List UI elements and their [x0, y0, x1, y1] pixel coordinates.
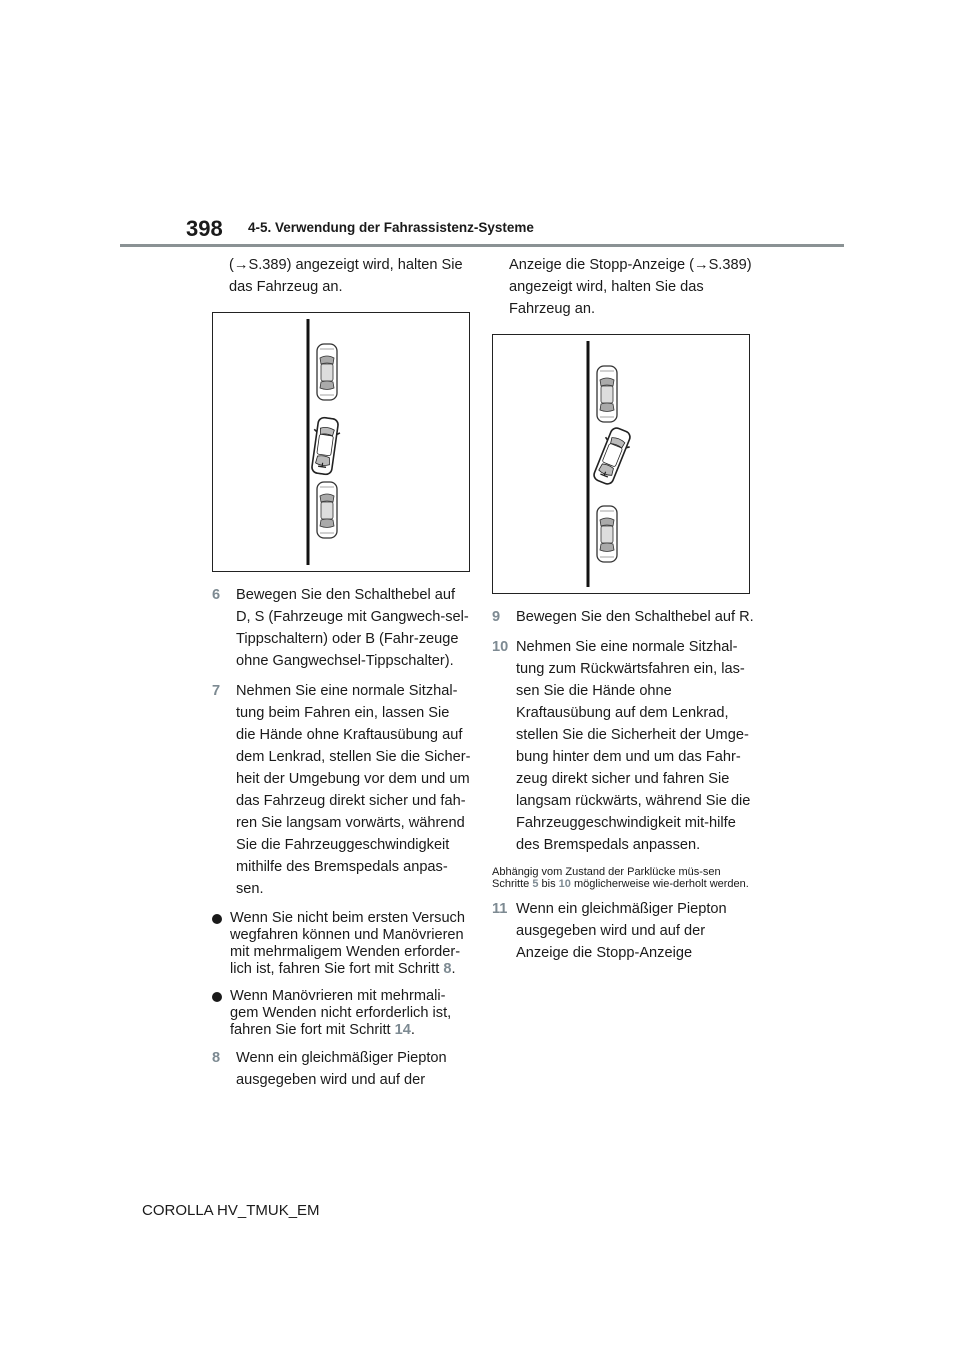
step-text: Wenn ein gleichmäßiger Piepton ausgegeben wird und auf der [236, 1050, 447, 1088]
bullet-end: . [451, 961, 456, 977]
step-number: 6 [212, 587, 221, 603]
bullet-item [212, 910, 472, 978]
step-number: 10 [492, 639, 509, 655]
note-text: möglicherweise wie-derholt werden. [570, 878, 749, 890]
step-8 [212, 1047, 472, 1091]
step-text: Nehmen Sie eine normale Sitzhal-tung beim Fahren ein, lassen Sie die Hände ohne Kraftausübung auf dem Lenkrad, stellen Sie die Sicher-heit der Umgebung vor dem und um das Fahrzeug direkt sicher und fah-ren Sie langsam vorwärts, während Sie die Fahrzeuggeschwindigkeit mithilfe des Bremspedals anpas-sen. [236, 683, 471, 897]
note-text: Abhängig vom Zustand der Parklücke müs-sen Schritte [492, 866, 721, 890]
step-10 [492, 636, 754, 856]
bullet-icon [212, 914, 222, 924]
header-divider [120, 244, 844, 247]
bullet-text: Wenn Manövrieren mit mehrmali-gem Wenden nicht erforderlich ist, fahren Sie fort mit Schritt [230, 988, 452, 1038]
bullet-text: Wenn Sie nicht beim ersten Versuch wegfahren können und Manövrieren mit mehrmaligem Wenden erforder-lich ist, fahren Sie fort mit Schritt [230, 910, 465, 977]
step-text: Bewegen Sie den Schalthebel auf R. [516, 609, 754, 625]
ego-car [589, 425, 634, 487]
step-text: Nehmen Sie eine normale Sitzhal-tung zum Rückwärtsfahren ein, las-sen Sie die Hände ohne Kraftausübung auf dem Lenkrad, stellen Sie die Sicherheit der Umge-bung hinter dem und um das Fahr-zeug direkt sicher und fahren Sie langsam rückwärts, während Sie die Fahrzeuggeschwindigkeit mit-hilfe des Bremspedals anpassen. [516, 639, 751, 853]
step-11 [492, 898, 754, 964]
step-reference: 14 [394, 1022, 411, 1038]
right-column [492, 254, 754, 964]
step-reference: 5 [532, 878, 539, 890]
repeat-note [492, 866, 754, 890]
section-title: 4-5. Verwendung der Fahrassistenz-Systeme [248, 220, 534, 235]
bullet-icon [212, 992, 222, 1002]
step-reference: 10 [558, 878, 571, 890]
bullet-item [212, 988, 472, 1039]
step-9 [492, 606, 754, 628]
illustration-forward-exit [212, 312, 470, 572]
parked-car-front [597, 366, 617, 422]
parked-car-front [317, 344, 337, 400]
step-number: 11 [492, 901, 508, 917]
parked-car-rear [597, 506, 617, 562]
step-number: 7 [212, 683, 221, 699]
step-7 [212, 680, 472, 900]
parked-car-rear [317, 482, 337, 538]
left-continuation-text: (→S.389) angezeigt wird, halten Sie das Fahrzeug an. [229, 257, 463, 295]
left-column [212, 254, 472, 1091]
page-number: 398 [186, 216, 223, 241]
step-6 [212, 584, 472, 672]
illustration-reverse-maneuver [492, 334, 750, 594]
step-number: 9 [492, 609, 501, 625]
ego-car [308, 416, 342, 475]
step-reference: 8 [443, 961, 452, 977]
bullet-end: . [410, 1022, 415, 1038]
step-number: 8 [212, 1050, 221, 1066]
footer-model-code: COROLLA HV_TMUK_EM [142, 1202, 320, 1219]
step-text: Wenn ein gleichmäßiger Piepton ausgegeben wird und auf der Anzeige die Stopp-Anzeige [516, 901, 727, 961]
right-continuation-text: Anzeige die Stopp-Anzeige (→S.389) angezeigt wird, halten Sie das Fahrzeug an. [509, 257, 752, 317]
step-text: Bewegen Sie den Schalthebel auf D, S (Fahrzeuge mit Gangwech-sel-Tippschaltern) oder B (Fahr-zeuge ohne Gangwechsel-Tippschalter). [236, 587, 469, 669]
note-text: bis [538, 878, 559, 890]
